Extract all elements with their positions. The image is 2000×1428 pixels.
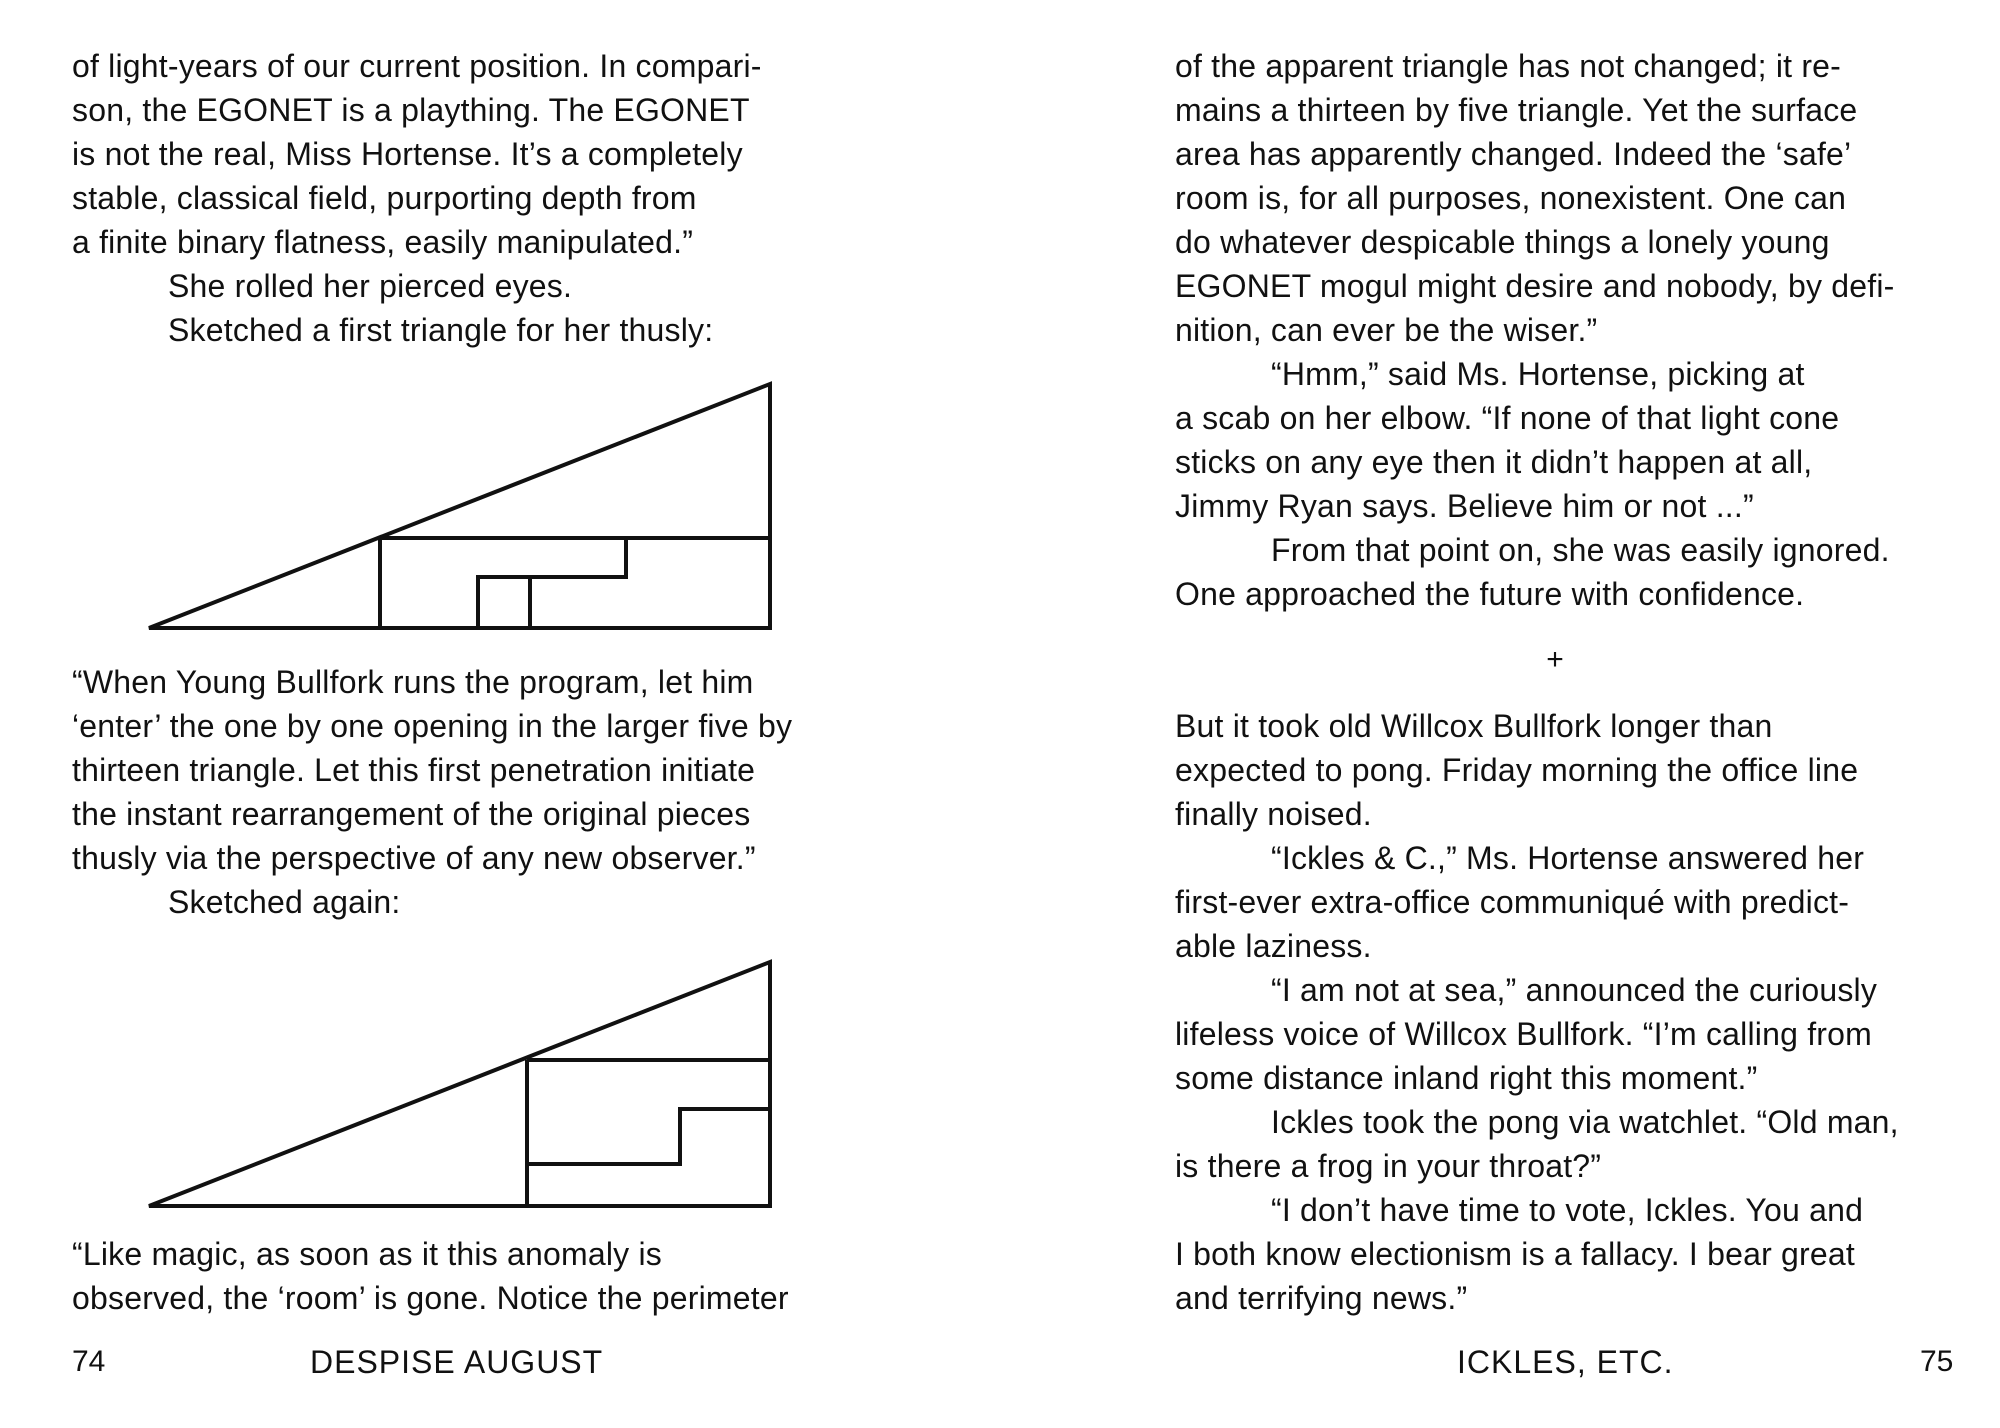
text-line: EGONET mogul might desire and nobody, by defi-	[1175, 268, 1895, 304]
left-bottom-paragraphs	[72, 1232, 832, 1320]
left-middle-paragraphs	[72, 660, 832, 924]
right-top-paragraphs	[1175, 44, 1935, 616]
step-outline	[527, 1109, 770, 1164]
running-head-left: DESPISE AUGUST	[310, 1344, 604, 1380]
text-line: “Hmm,” said Ms. Hortense, picking at	[1271, 356, 1805, 392]
text-line: nition, can ever be the wiser.”	[1175, 312, 1598, 348]
right-bottom-paragraphs	[1175, 704, 1935, 1320]
text-line: ‘enter’ the one by one opening in the larger five by	[72, 708, 793, 744]
page-number-right: 75	[1920, 1345, 1954, 1378]
text-line: some distance inland right this moment.”	[1175, 1060, 1758, 1096]
triangle-diagram-second	[144, 950, 844, 1220]
outer-triangle	[149, 384, 770, 628]
text-line: finally noised.	[1175, 796, 1372, 832]
triangle-diagram-first	[144, 372, 844, 642]
text-line: Ickles took the pong via watchlet. “Old man,	[1271, 1104, 1899, 1140]
text-line: and terrifying news.”	[1175, 1280, 1468, 1316]
text-line: thusly via the perspective of any new observer.”	[72, 840, 756, 876]
triangle-diagram-first-svg	[144, 372, 844, 642]
step-outline	[478, 538, 626, 628]
text-line: son, the EGONET is a plaything. The EGONET	[72, 92, 750, 128]
text-line: a finite binary flatness, easily manipulated.”	[72, 224, 694, 260]
text-line: “When Young Bullfork runs the program, let him	[72, 664, 754, 700]
text-line: “I am not at sea,” announced the curiously	[1271, 972, 1878, 1008]
text-line: sticks on any eye then it didn’t happen at all,	[1175, 444, 1813, 480]
text-line: Sketched a first triangle for her thusly:	[168, 312, 714, 348]
triangle-diagram-second-svg	[144, 950, 844, 1220]
text-line: But it took old Willcox Bullfork longer than	[1175, 708, 1773, 744]
text-line: One approached the future with confidence.	[1175, 576, 1805, 612]
text-line: of the apparent triangle has not changed; it re-	[1175, 48, 1842, 84]
text-line: a scab on her elbow. “If none of that light cone	[1175, 400, 1840, 436]
text-line: I both know electionism is a fallacy. I bear great	[1175, 1236, 1855, 1272]
text-line: Jimmy Ryan says. Believe him or not ...”	[1175, 488, 1754, 524]
text-line: first-ever extra-office communiqué with predict-	[1175, 884, 1850, 920]
text-line: room is, for all purposes, nonexistent. One can	[1175, 180, 1847, 216]
left-top-paragraphs	[72, 44, 832, 352]
page-number-left: 74	[72, 1345, 106, 1378]
text-line: thirteen triangle. Let this first penetration initiate	[72, 752, 756, 788]
text-line: is there a frog in your throat?”	[1175, 1148, 1602, 1184]
text-line: “Ickles & C.,” Ms. Hortense answered her	[1271, 840, 1865, 876]
text-line: She rolled her pierced eyes.	[168, 268, 573, 304]
text-line: lifeless voice of Willcox Bullfork. “I’m calling from	[1175, 1016, 1872, 1052]
text-line: the instant rearrangement of the original pieces	[72, 796, 751, 832]
text-line: “I don’t have time to vote, Ickles. You and	[1271, 1192, 1864, 1228]
outer-triangle	[149, 962, 770, 1206]
text-line: From that point on, she was easily ignored.	[1271, 532, 1890, 568]
text-line: do whatever despicable things a lonely young	[1175, 224, 1830, 260]
text-line: of light-years of our current position. In compari-	[72, 48, 762, 84]
text-line: Sketched again:	[168, 884, 401, 920]
left-page	[72, 0, 832, 1428]
running-head-right: ICKLES, ETC.	[1457, 1344, 1674, 1380]
text-line: stable, classical field, purporting depth from	[72, 180, 697, 216]
text-line: observed, the ‘room’ is gone. Notice the perimeter	[72, 1280, 789, 1316]
text-line: “Like magic, as soon as it this anomaly is	[72, 1236, 662, 1272]
text-line: is not the real, Miss Hortense. It’s a completely	[72, 136, 743, 172]
text-line: expected to pong. Friday morning the office line	[1175, 752, 1859, 788]
section-break: +	[1546, 643, 1564, 676]
text-line: area has apparently changed. Indeed the ‘safe’	[1175, 136, 1852, 172]
text-line: mains a thirteen by five triangle. Yet the surface	[1175, 92, 1858, 128]
right-page	[1175, 0, 1954, 1428]
text-line: able laziness.	[1175, 928, 1372, 964]
